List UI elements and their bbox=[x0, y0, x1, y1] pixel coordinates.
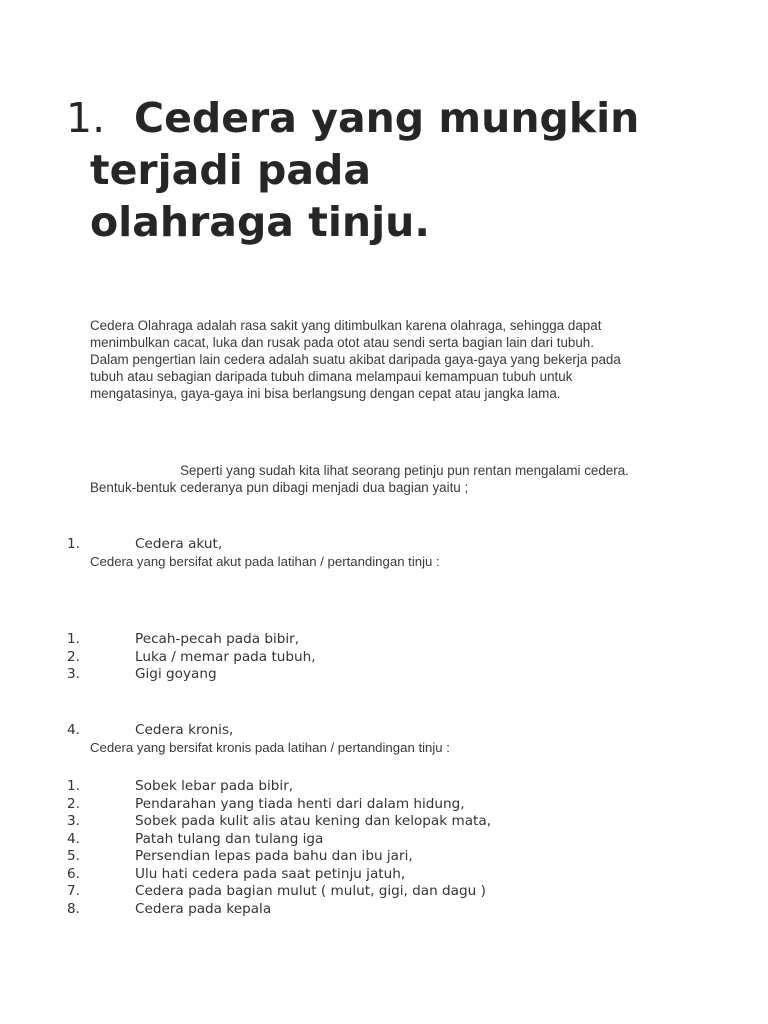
list-item bbox=[67, 778, 491, 796]
list-item bbox=[67, 883, 491, 901]
list-item-number: 8. bbox=[67, 900, 80, 917]
list-item bbox=[67, 813, 491, 831]
list-item-text: Patah tulang dan tulang iga bbox=[135, 830, 324, 847]
acute-heading bbox=[67, 536, 222, 554]
list-item-text: Cedera pada bagian mulut ( mulut, gigi, dan dagu ) bbox=[135, 883, 486, 899]
title-text-1: Cedera yang mungkin bbox=[134, 94, 640, 142]
list-item bbox=[67, 866, 491, 884]
intro-paragraph bbox=[90, 317, 710, 402]
title-line-3: olahraga tinju. bbox=[90, 198, 430, 246]
list-item-number: 4. bbox=[67, 830, 80, 847]
list-item bbox=[67, 649, 316, 667]
list-item-text: Sobek lebar pada bibir, bbox=[135, 778, 294, 794]
list-item-number: 1. bbox=[67, 631, 80, 647]
acute-title: Cedera akut, bbox=[135, 536, 223, 552]
list-item bbox=[67, 901, 491, 919]
list-item-number: 7. bbox=[67, 883, 80, 899]
list-item bbox=[67, 796, 491, 814]
list-item-number: 2. bbox=[67, 648, 80, 665]
list-item-number: 6. bbox=[67, 865, 80, 882]
list-item bbox=[67, 666, 316, 684]
list-item-number: 5. bbox=[67, 848, 80, 864]
types-line-2: Bentuk-bentuk cederanya pun dibagi menjadi dua bagian yaitu ; bbox=[90, 480, 469, 495]
title-line-1 bbox=[66, 92, 726, 144]
intro-line: menimbulkan cacat, luka dan rusak pada otot atau sendi serta bagian lain dari tubuh. bbox=[90, 335, 594, 350]
list-item-text: Luka / memar pada tubuh, bbox=[135, 648, 316, 665]
page-title bbox=[66, 92, 726, 248]
list-item-text: Pecah-pecah pada bibir, bbox=[135, 631, 300, 647]
acute-list bbox=[67, 631, 316, 684]
list-item bbox=[67, 831, 491, 849]
list-item bbox=[67, 631, 316, 649]
list-item-text: Sobek pada kulit alis atau kening dan kelopak mata, bbox=[135, 813, 492, 829]
list-item-number: 2. bbox=[67, 795, 80, 812]
title-number: 1. bbox=[66, 94, 106, 142]
types-paragraph bbox=[90, 462, 710, 496]
intro-line: Cedera Olahraga adalah rasa sakit yang ditimbulkan karena olahraga, sehingga dapat bbox=[90, 318, 602, 333]
title-line-2: terjadi pada bbox=[90, 146, 372, 194]
list-item-number: 3. bbox=[67, 813, 80, 829]
intro-line: mengatasinya, gaya-gaya ini bisa berlangsung dengan cepat atau jangka lama. bbox=[90, 386, 561, 401]
intro-line: tubuh atau sebagian daripada tubuh dimana melampaui kemampuan tubuh untuk bbox=[90, 369, 573, 384]
chronic-list bbox=[67, 778, 491, 918]
list-item bbox=[67, 848, 491, 866]
list-item-text: Persendian lepas pada bahu dan ibu jari, bbox=[135, 848, 413, 864]
list-item-text: Gigi goyang bbox=[135, 666, 217, 682]
list-item-text: Ulu hati cedera pada saat petinju jatuh, bbox=[135, 865, 406, 882]
list-item-number: 1. bbox=[67, 778, 80, 794]
chronic-number: 4. bbox=[67, 722, 80, 738]
chronic-description: Cedera yang bersifat kronis pada latihan / pertandingan tinju : bbox=[90, 740, 450, 755]
list-item-text: Cedera pada kepala bbox=[135, 900, 272, 917]
list-item-number: 3. bbox=[67, 666, 80, 682]
acute-description: Cedera yang bersifat akut pada latihan / pertandingan tinju : bbox=[90, 554, 440, 569]
chronic-title: Cedera kronis, bbox=[135, 722, 234, 738]
acute-number: 1. bbox=[67, 536, 80, 552]
types-line-1: Seperti yang sudah kita lihat seorang petinju pun rentan mengalami cedera. bbox=[180, 463, 629, 478]
chronic-heading bbox=[67, 722, 233, 740]
intro-line: Dalam pengertian lain cedera adalah suatu akibat daripada gaya-gaya yang bekerja pada bbox=[90, 352, 621, 367]
list-item-text: Pendarahan yang tiada henti dari dalam hidung, bbox=[135, 795, 465, 812]
